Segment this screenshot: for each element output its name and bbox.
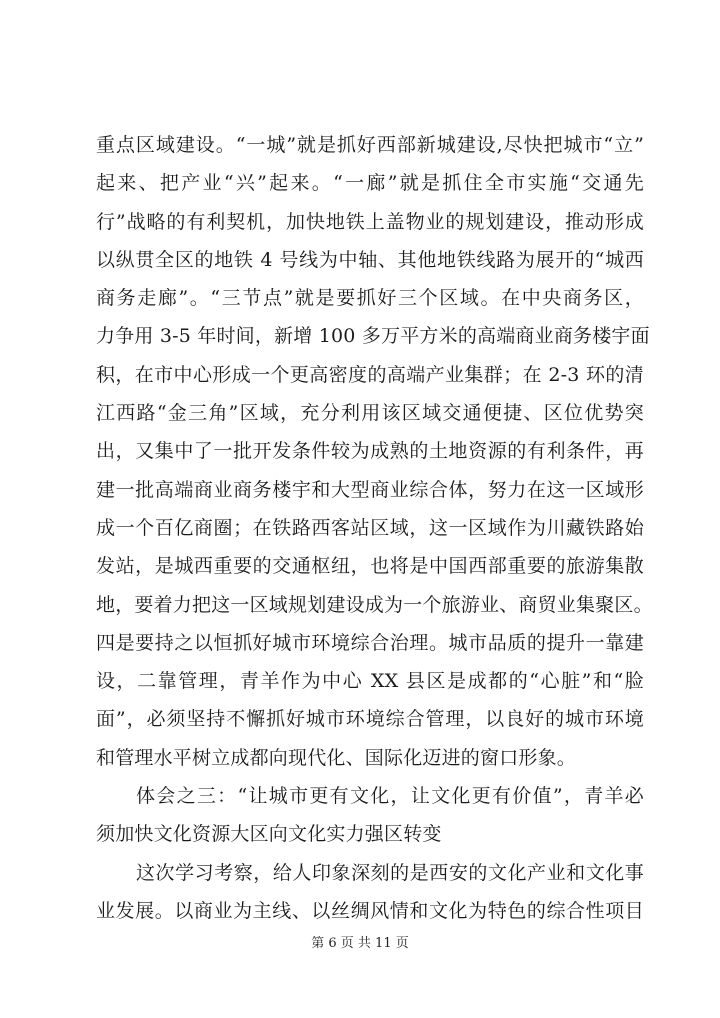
text-line: 地，要着力把这一区域规划建设成为一个旅游业、商贸业集聚区。 <box>96 593 653 616</box>
text-line: 四是要持之以恒抓好城市环境综合治理。城市品质的提升一靠建 <box>96 631 644 654</box>
text-line: 发站，是城西重要的交通枢纽，也将是中国西部重要的旅游集散 <box>96 555 644 578</box>
text-line: 商务走廊”。“三节点”就是要抓好三个区域。在中央商务区， <box>96 287 644 310</box>
text-line: 力争用 3-5 年时间，新增 100 多万平方米的高端商业商务楼宇面 <box>96 325 650 348</box>
text-line: 积，在市中心形成一个更高密度的高端产业集群；在 2-3 环的清 <box>96 363 644 386</box>
text-line: 成一个百亿商圈；在铁路西客站区域，这一区域作为川藏铁路始 <box>96 516 644 539</box>
text-line: 业发展。以商业为主线、以丝绸风情和文化为特色的综合性项目 <box>96 899 644 922</box>
text-line: 和管理水平树立成都向现代化、国际化迈进的窗口形象。 <box>96 746 577 769</box>
text-line: 以纵贯全区的地铁 4 号线为中轴、其他地铁线路为展开的“城西 <box>96 248 644 271</box>
text-line: 出，又集中了一批开发条件较为成熟的土地资源的有利条件，再 <box>96 440 644 463</box>
page-number-footer: 第 6 页 共 11 页 <box>311 936 409 951</box>
text-line: 面”，必须坚持不懈抓好城市环境综合管理，以良好的城市环境 <box>96 708 644 731</box>
section-heading-line: 须加快文化资源大区向文化实力强区转变 <box>96 823 442 846</box>
text-line: 这次学习考察，给人印象深刻的是西安的文化产业和文化事 <box>136 861 644 884</box>
text-line: 行”战略的有利契机，加快地铁上盖物业的规划建设，推动形成 <box>96 210 644 233</box>
text-line: 江西路“金三角”区域，充分利用该区域交通便捷、区位优势突 <box>96 402 644 425</box>
text-line: 建一批高端商业商务楼宇和大型商业综合体，努力在这一区域形 <box>96 478 644 501</box>
text-line: 设，二靠管理，青羊作为中心 XX 县区是成都的“心脏”和“脸 <box>96 670 644 693</box>
body-text <box>96 126 653 930</box>
text-line: 重点区域建设。“一城”就是抓好西部新城建设,尽快把城市“立” <box>96 134 644 156</box>
section-heading-line: 体会之三：“让城市更有文化，让文化更有价值”，青羊必 <box>136 785 644 808</box>
text-line: 起来、把产业“兴”起来。“一廊”就是抓住全市实施“交通先 <box>96 172 644 195</box>
